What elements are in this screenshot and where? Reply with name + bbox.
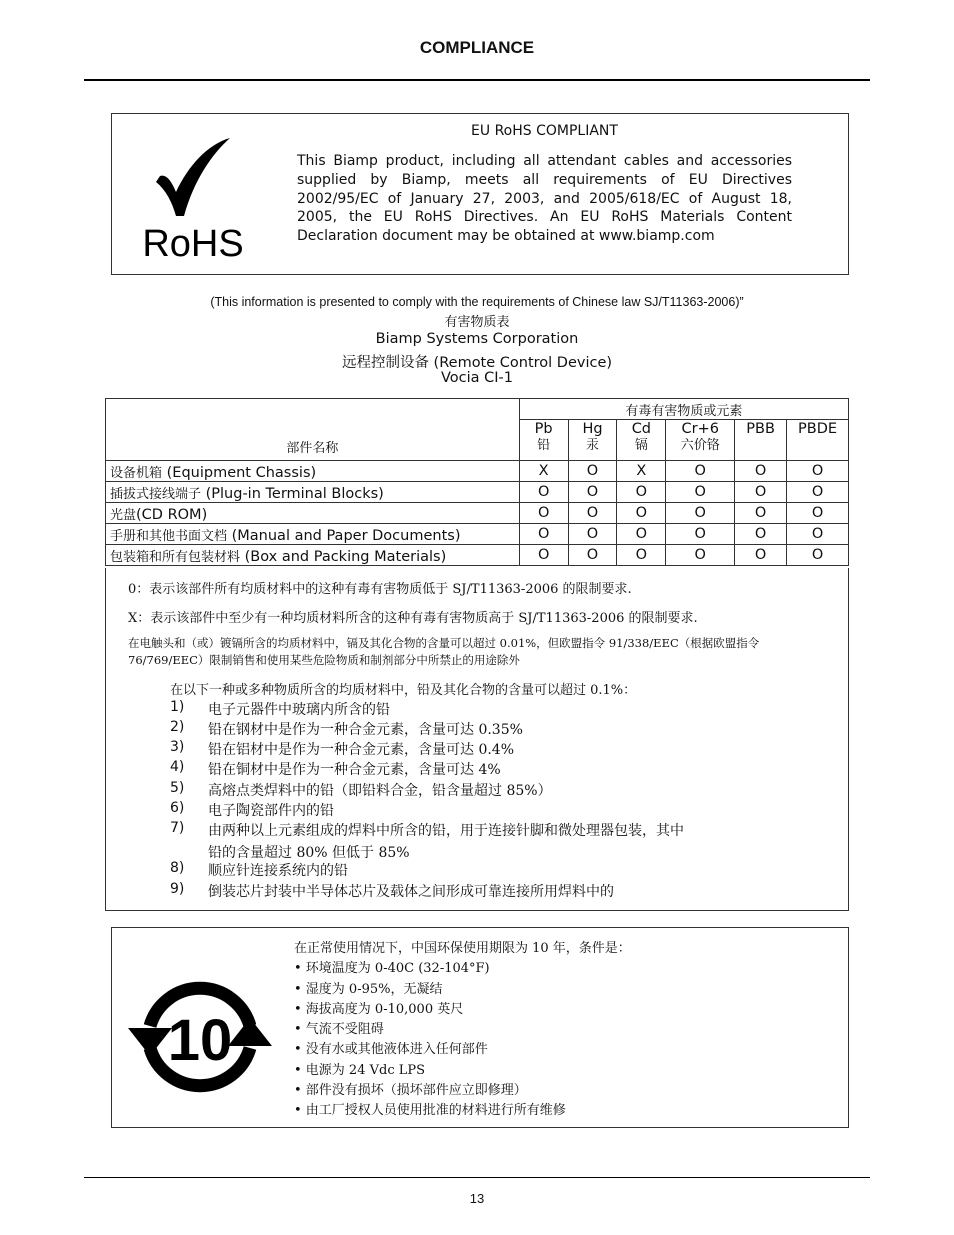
substance-value-cell: O	[787, 461, 849, 482]
substance-value-cell: O	[568, 524, 617, 545]
device-model: Vocia CI-1	[440, 370, 514, 386]
substance-column-header: Hg 汞	[568, 420, 617, 461]
table-row	[106, 461, 849, 482]
list-item: • 湿度为 0-95%，无凝结	[294, 981, 443, 997]
page-title: COMPLIANCE	[419, 38, 535, 57]
rohs-heading: EU RoHS COMPLIANT	[471, 123, 618, 139]
substance-value-cell: O	[519, 524, 568, 545]
list-item: 3) 铅在铝材中是作为一种合金元素，含量可达 0.4%	[170, 739, 515, 758]
note-zero-meaning: 0：表示该部件所有均质材料中的这种有毒有害物质低于 SJ/T11363-2006 的限制要求.	[128, 582, 632, 597]
company-name: Biamp Systems Corporation	[375, 331, 579, 347]
hazardous-table-title: 有害物质表	[444, 315, 510, 330]
epup-conditions	[294, 937, 631, 1119]
rohs-statement: This Biamp product, including all attendant cables and accessories supplied by Biamp, meets all requirements of EU Directives 2002/95/EC of January 27, 2003, and 2005/618/EC of August 18, 2005, the EU RoHS Directives. An EU RoHS Materials Content Declaration document may be obtained at www.biamp.com	[297, 153, 792, 245]
substance-value-cell: O	[735, 524, 787, 545]
device-type: 远程控制设备 (Remote Control Device)	[341, 355, 613, 371]
header-divider	[84, 79, 870, 81]
list-item: 1) 电子元器件中玻璃内所含的铅	[170, 699, 390, 718]
lead-exemption-intro: 在以下一种或多种物质所含的均质材料中，铅及其化合物的含量可以超过 0.1%：	[170, 683, 637, 698]
checkmark-icon	[138, 136, 248, 220]
substance-value-cell: O	[735, 461, 787, 482]
substance-value-cell: O	[519, 545, 568, 566]
rohs-compliance-box	[111, 113, 849, 275]
substance-value-cell: O	[787, 524, 849, 545]
substance-group-header: 有毒有害物质或元素	[519, 399, 848, 420]
substance-value-cell: O	[519, 503, 568, 524]
hazardous-substances-table	[105, 398, 849, 566]
page-number: 13	[469, 1191, 485, 1206]
substance-value-cell: O	[735, 545, 787, 566]
substance-value-cell: X	[519, 461, 568, 482]
substance-value-cell: O	[568, 545, 617, 566]
note-x-meaning: X：表示该部件中至少有一种均质材料所含的这种有毒有害物质高于 SJ/T11363-2006 的限制要求.	[128, 611, 698, 626]
china-law-notice: (This information is presented to comply with the requirements of Chinese law SJ/T11363-2006)”	[210, 295, 744, 309]
list-item: • 气流不受阻碍	[294, 1022, 384, 1038]
substance-value-cell: O	[666, 482, 735, 503]
list-item: 9) 倒装芯片封装中半导体芯片及载体之间形成可靠连接所用焊料中的	[170, 881, 614, 900]
table-row	[106, 503, 849, 524]
substance-value-cell: O	[617, 482, 666, 503]
part-name-cell: 光盘(CD ROM)	[106, 503, 520, 524]
list-item: 7) 由两种以上元素组成的焊料中所含的铅，用于连接针脚和微处理器包装，其中 铅的含量超过 80% 但低于 85%	[170, 820, 684, 861]
footer-divider	[84, 1177, 870, 1178]
table-row	[106, 482, 849, 503]
substance-value-cell: O	[735, 503, 787, 524]
substance-value-cell: O	[617, 545, 666, 566]
list-item: 6) 电子陶瓷部件内的铅	[170, 800, 334, 819]
substance-value-cell: O	[568, 503, 617, 524]
table-row	[106, 524, 849, 545]
substance-value-cell: X	[617, 461, 666, 482]
rohs-logo	[138, 136, 248, 264]
substance-value-cell: O	[735, 482, 787, 503]
list-item: 4) 铅在铜材中是作为一种合金元素，含量可达 4%	[170, 759, 501, 778]
part-name-cell: 手册和其他书面文档 (Manual and Paper Documents)	[106, 524, 520, 545]
substance-column-header: Pb 铅	[519, 420, 568, 461]
list-item: • 由工厂授权人员使用批准的材料进行所有维修	[294, 1103, 566, 1119]
substance-column-header: PBB	[735, 420, 787, 461]
substance-column-header: Cr+6 六价铬	[666, 420, 735, 461]
epup-logo-number: 10	[167, 1008, 233, 1073]
substance-value-cell: O	[787, 482, 849, 503]
list-item: • 环境温度为 0-40C (32-104°F)	[294, 961, 490, 977]
part-name-header: 部件名称	[106, 399, 520, 461]
list-item: • 海拔高度为 0-10,000 英尺	[294, 1001, 464, 1017]
part-name-cell: 设备机箱 (Equipment Chassis)	[106, 461, 520, 482]
substance-value-cell: O	[666, 524, 735, 545]
substance-value-cell: O	[568, 461, 617, 482]
substance-value-cell: O	[519, 482, 568, 503]
substance-value-cell: O	[568, 482, 617, 503]
table-notes	[105, 568, 849, 911]
rohs-logo-text: RoHS	[142, 223, 244, 265]
substance-column-header: Cd 镉	[617, 420, 666, 461]
substance-column-header: PBDE	[787, 420, 849, 461]
substance-value-cell: O	[666, 461, 735, 482]
epup-box	[111, 927, 849, 1128]
list-item: • 部件没有损坏（损坏部件应立即修理）	[294, 1083, 527, 1099]
substance-value-cell: O	[666, 545, 735, 566]
list-item: 5) 高熔点类焊料中的铅（即铅料合金，铅含量超过 85%）	[170, 780, 552, 799]
part-name-cell: 插拔式接线端子 (Plug-in Terminal Blocks)	[106, 482, 520, 503]
substance-value-cell: O	[666, 503, 735, 524]
epup-intro: 在正常使用情况下，中国环保使用期限为 10 年，条件是：	[294, 941, 631, 956]
substance-value-cell: O	[617, 503, 666, 524]
table-row	[106, 545, 849, 566]
list-item: 2) 铅在钢材中是作为一种合金元素，含量可达 0.35%	[170, 719, 523, 738]
note-cadmium-exemption: 在电触头和（或）镀镉所含的均质材料中，镉及其化合物的含量可以超过 0.01%，但欧盟指令 91/338/EEC（根据欧盟指令 76/769/EEC）限制销售和使用某些危险物质和制剂部分中所禁止的用途除外	[128, 636, 760, 667]
part-name-cell: 包装箱和所有包装材料 (Box and Packing Materials)	[106, 545, 520, 566]
substance-value-cell: O	[617, 524, 666, 545]
epup-logo	[128, 972, 272, 1102]
list-item: 8) 顺应针连接系统内的铅	[170, 860, 348, 879]
substance-value-cell: O	[787, 503, 849, 524]
list-item: • 没有水或其他液体进入任何部件	[294, 1042, 488, 1058]
list-item: • 电源为 24 Vdc LPS	[294, 1062, 426, 1078]
substance-value-cell: O	[787, 545, 849, 566]
recycle-arrows-icon	[128, 972, 272, 1102]
